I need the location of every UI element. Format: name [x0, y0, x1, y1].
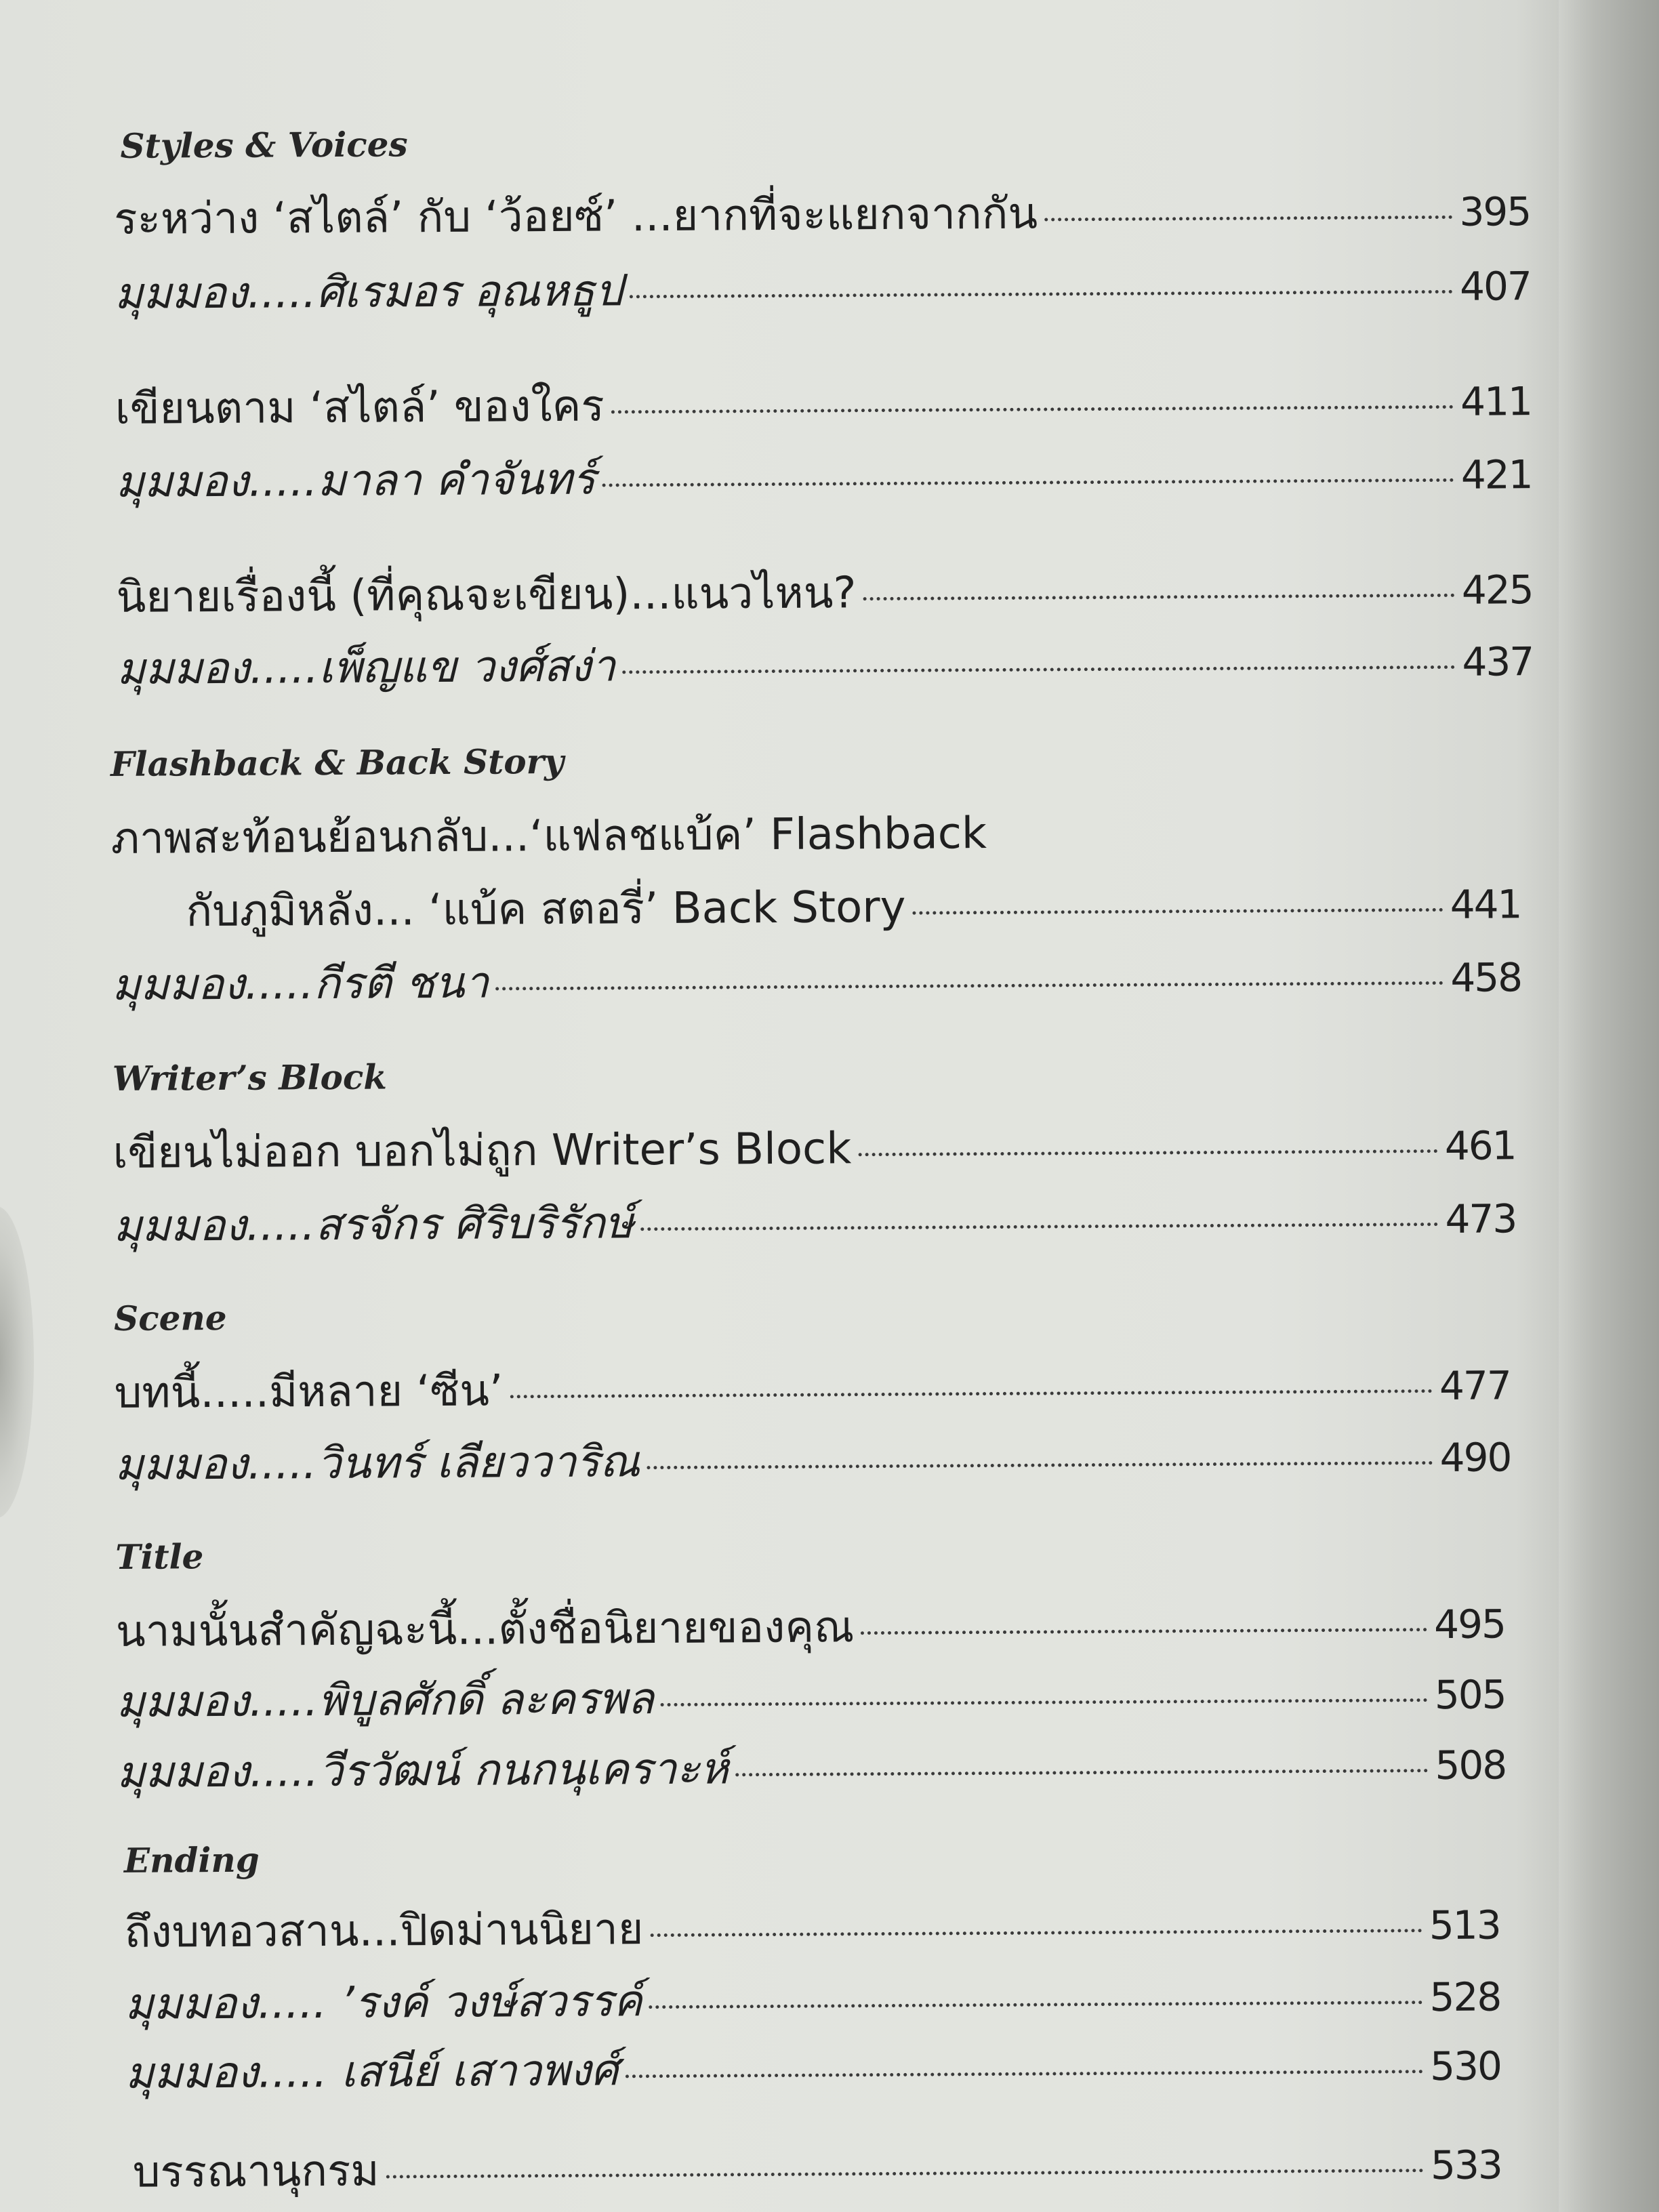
page-number: 473	[1445, 1195, 1517, 1242]
page-number: 458	[1450, 954, 1522, 1001]
toc-entry	[125, 1961, 1501, 2038]
section-title-writers-block: Writer’s Block	[112, 1057, 388, 1099]
section-title-styles-voices: Styles & Voices	[120, 124, 408, 166]
entry-title-line-1: ภาพสะท้อนย้อนกลับ...‘แฟลชแบ้ค’ Flashback	[110, 808, 987, 864]
dot-leader	[650, 1929, 1422, 1937]
toc-entry	[186, 868, 1521, 945]
entry-title: มุมมอง.....เพ็ญแข วงศ์สง่า	[117, 641, 616, 695]
book-gutter-shadow	[1559, 0, 1659, 2212]
toc-entry	[113, 1183, 1517, 1261]
toc-entry	[114, 176, 1531, 253]
page-number: 395	[1459, 188, 1531, 235]
page-number: 425	[1461, 567, 1533, 613]
dot-leader	[647, 1461, 1433, 1469]
page-number: 421	[1460, 451, 1532, 498]
dot-leader	[735, 1769, 1429, 1776]
toc-entry	[115, 438, 1532, 516]
page-number: 477	[1439, 1362, 1511, 1410]
toc-entry	[115, 365, 1532, 443]
dot-leader	[510, 1389, 1433, 1398]
dot-leader	[858, 1149, 1438, 1156]
dot-leader	[863, 594, 1454, 600]
page-number: 528	[1429, 1973, 1501, 2021]
entry-title: มุมมอง.....ศิเรมอร อุณหธูป	[114, 266, 623, 319]
page-number: 530	[1429, 2043, 1502, 2090]
page-number: 533	[1430, 2142, 1502, 2189]
entry-title: มุมมอง.....กีรตี ชนา	[111, 958, 489, 1010]
entry-title: บรรณานุกรม	[132, 2146, 380, 2198]
entry-title: เขียนไม่ออก บอกไม่ถูก Writer’s Block	[112, 1124, 852, 1179]
section-title-title: Title	[115, 1536, 204, 1577]
toc-entry-bibliography	[132, 2129, 1502, 2206]
entry-title: มุมมอง.....วินทร์ เลียววาริณ	[115, 1437, 640, 1490]
page-number: 490	[1439, 1434, 1511, 1481]
entry-title: มุมมอง..... ’รงค์ วงษ์สวรรค์	[125, 1976, 642, 2030]
dot-leader	[630, 290, 1453, 298]
page-number: 411	[1460, 378, 1532, 425]
entry-title: มุมมอง.....วีรวัฒน์ กนกนุเคราะห์	[116, 1744, 729, 1798]
entry-title: นามนั้นสำคัญฉะนี้...ตั้งชื่อนิยายของคุณ	[115, 1602, 855, 1657]
page-number: 437	[1462, 638, 1534, 685]
section-title-flashback: Flashback & Back Story	[110, 741, 565, 784]
page-number: 505	[1434, 1671, 1506, 1719]
entry-title: ถึงบทอวสาน...ปิดม่านนิยาย	[124, 1904, 644, 1958]
toc-entry	[117, 1729, 1507, 1807]
toc-entry	[117, 626, 1534, 703]
page-number: 441	[1450, 881, 1521, 928]
dot-leader	[661, 1698, 1428, 1706]
entry-title: มุมมอง.....มาลา คำจันทร์	[115, 454, 596, 508]
section-title-scene: Scene	[113, 1297, 227, 1338]
section-title-ending: Ending	[123, 1839, 260, 1881]
toc-entry	[115, 250, 1532, 328]
toc-entry	[125, 2030, 1502, 2107]
toc-entry	[116, 554, 1533, 632]
page-number: 513	[1429, 1902, 1500, 1949]
toc-entry	[116, 1588, 1506, 1666]
dot-leader	[495, 981, 1443, 991]
toc-entry	[114, 1349, 1511, 1427]
dot-leader	[1044, 216, 1452, 222]
toc-entry	[112, 941, 1522, 1019]
toc-entry	[124, 1889, 1500, 1966]
entry-title: มุมมอง.....สรจักร ศิริบริรักษ์	[113, 1198, 634, 1252]
dot-leader	[602, 478, 1454, 487]
entry-title: ระหว่าง ‘สไตล์’ กับ ‘ว้อยซ์’ ...ยากที่จะแยกจากกัน	[113, 188, 1038, 245]
entry-title: กับภูมิหลัง... ‘แบ้ค สตอรี่’ Back Story	[186, 882, 906, 937]
dot-leader	[640, 1223, 1439, 1231]
toc-entry	[115, 1421, 1511, 1499]
entry-title: บทนี้.....มีหลาย ‘ซีน’	[114, 1366, 504, 1418]
dot-leader	[611, 405, 1454, 414]
toc-entry	[112, 1109, 1516, 1187]
entry-title: มุมมอง.....พิบูลศักดิ์ ละครพล	[116, 1674, 655, 1727]
page-number: 407	[1459, 263, 1532, 310]
dot-leader	[861, 1628, 1427, 1635]
toc-entry	[116, 1658, 1506, 1736]
dot-leader	[649, 2001, 1423, 2009]
entry-title: เขียนตาม ‘สไตล์’ ของใคร	[115, 381, 605, 434]
dot-leader	[622, 665, 1455, 674]
dot-leader	[626, 2070, 1424, 2078]
page-number: 495	[1433, 1601, 1506, 1648]
dot-leader	[913, 908, 1443, 915]
page-number: 508	[1435, 1742, 1507, 1789]
dot-leader	[386, 2169, 1425, 2178]
entry-title: มุมมอง..... เสนีย์ เสาวพงศ์	[125, 2045, 619, 2099]
page-number: 461	[1444, 1122, 1516, 1169]
entry-title: นิยายเรื่องนี้ (ที่คุณจะเขียน)...แนวไหน?	[116, 568, 857, 623]
